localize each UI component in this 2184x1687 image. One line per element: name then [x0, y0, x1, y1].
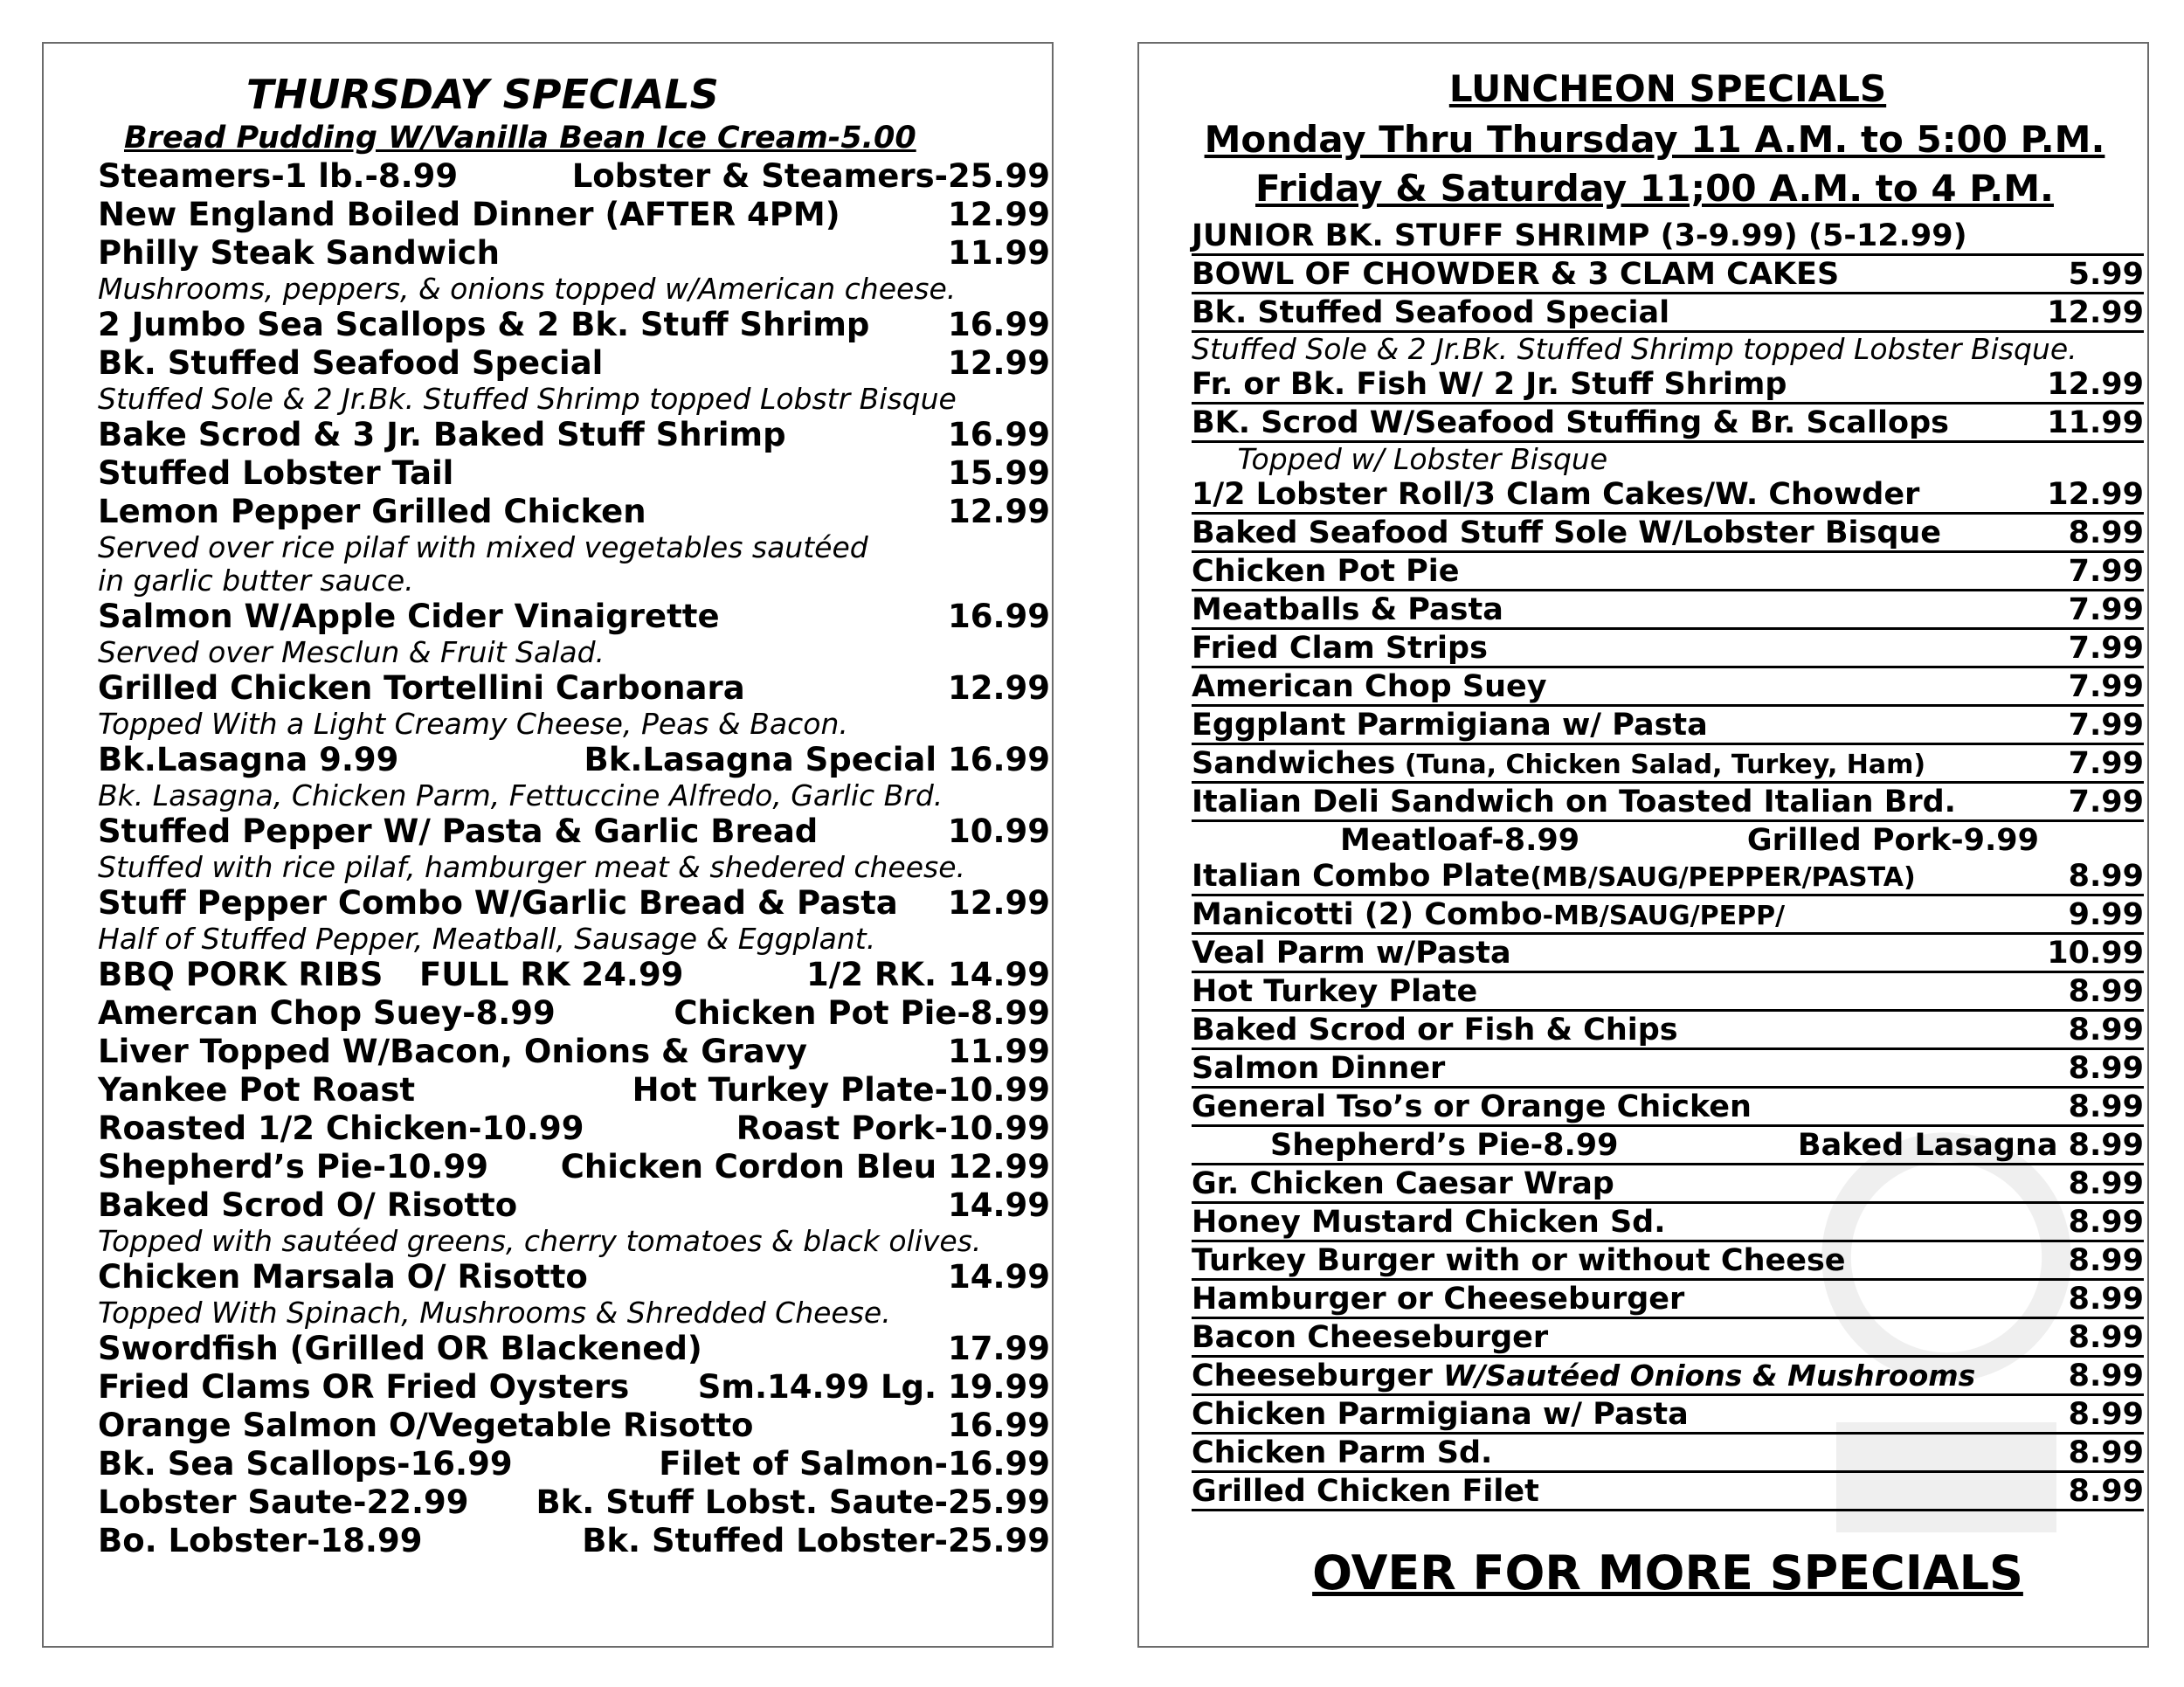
menu-item-row: [1192, 367, 2144, 404]
menu-item-row: [1192, 1320, 2144, 1358]
menu-item-row: [1192, 405, 2144, 443]
menu-item-row: [98, 1483, 1050, 1522]
menu-item-name-text: Bk. Stuffed Seafood Special: [1192, 295, 1670, 330]
menu-item-name: Stuffed Lobster Tail: [98, 454, 454, 492]
menu-item-row: [1192, 1051, 2144, 1089]
menu-item-price: 8.99: [2068, 974, 2144, 1009]
menu-item-name: [1192, 257, 1839, 292]
menu-item-row: [1192, 592, 2144, 630]
menu-item-row: [98, 884, 1050, 923]
menu-item-row: [1192, 936, 2144, 973]
menu-item-name: [1192, 1435, 1492, 1470]
menu-item-row: [98, 994, 1050, 1033]
menu-item-price: 8.99: [2068, 1166, 2144, 1201]
menu-item-description: Topped with sautéed greens, cherry tomatoes & black olives.: [98, 1224, 982, 1258]
menu-item-row: [1192, 515, 2144, 553]
menu-item-name: Hot Turkey Plate-10.99: [632, 1071, 1050, 1109]
menu-item-price: 7.99: [2068, 708, 2144, 743]
menu-item-row: [1192, 823, 2144, 858]
menu-item-price: 10.99: [2047, 936, 2144, 971]
menu-item-row: [98, 669, 1050, 708]
menu-item-row: [98, 1071, 1050, 1110]
menu-item-detail: W/Sautéed Onions & Mushrooms: [1443, 1359, 1976, 1393]
menu-item-description: Topped With a Light Creamy Cheese, Peas & Bacon.: [98, 707, 848, 741]
menu-item-name: [1192, 1205, 1666, 1240]
menu-item-name: Bk. Stuffed Lobster-25.99: [582, 1522, 1050, 1559]
menu-item-row: [98, 1148, 1050, 1186]
menu-item-row: [98, 416, 1050, 454]
menu-item-name-text: Veal Parm w/Pasta: [1192, 936, 1511, 971]
menu-item-price: 8.99: [2068, 1359, 2144, 1393]
menu-item-name: [1192, 554, 1460, 589]
menu-item-name: [1192, 218, 1967, 253]
menu-item-name-text: Hot Turkey Plate: [1192, 974, 1478, 1009]
menu-item-name: [1192, 515, 1941, 550]
menu-item-row: [98, 1407, 1050, 1445]
menu-item-description: Served over Mesclun & Fruit Salad.: [98, 635, 605, 669]
menu-item-name-text: Meatballs & Pasta: [1192, 592, 1503, 627]
menu-item-name: [1192, 1320, 1548, 1355]
menu-item-price: 14.99: [947, 1186, 1050, 1224]
menu-item-price: 12.99: [947, 884, 1050, 922]
menu-item-name-text: Manicotti (2) Combo: [1192, 897, 1543, 932]
menu-item-row: [98, 1445, 1050, 1483]
menu-item-description: Half of Stuffed Pepper, Meatball, Sausage & Eggplant.: [98, 922, 876, 956]
menu-item-name: [1192, 974, 1477, 1009]
menu-item-price: 14.99: [947, 1258, 1050, 1296]
menu-item-name-text: Fr. or Bk. Fish W/ 2 Jr. Stuff Shrimp: [1192, 367, 1787, 402]
menu-item-price: Baked Lasagna 8.99: [1797, 1128, 2144, 1163]
menu-item-name: Filet of Salmon-16.99: [659, 1445, 1050, 1483]
menu-item-name-text: Hamburger or Cheeseburger: [1192, 1282, 1685, 1317]
menu-item-price: 8.99: [2068, 1435, 2144, 1470]
menu-item-row: [1192, 257, 2144, 294]
menu-item-row: [1192, 1089, 2144, 1127]
menu-item-price: 8.99: [2068, 1089, 2144, 1124]
menu-item-description: Bk. Lasagna, Chicken Parm, Fettuccine Alfredo, Garlic Brd.: [98, 778, 943, 812]
menu-item-name-text: Eggplant Parmigiana w/ Pasta: [1192, 708, 1708, 743]
menu-item-price: 8.99: [2068, 1013, 2144, 1047]
menu-item-price: 7.99: [2068, 785, 2144, 819]
menu-item-row: [98, 598, 1050, 636]
menu-item-name: Lobster & Steamers-25.99: [571, 157, 1050, 195]
luncheon-title: LUNCHEON SPECIALS: [1448, 67, 1887, 110]
menu-item-row: [98, 1368, 1050, 1407]
menu-item-price: 12.99: [947, 669, 1050, 707]
menu-item-row: [1192, 785, 2144, 822]
luncheon-specials-panel: [1137, 42, 2149, 1648]
menu-item-price: 8.99: [2068, 1282, 2144, 1317]
menu-item-name: Liver Topped W/Bacon, Onions & Gravy: [98, 1033, 808, 1070]
menu-item-row: [1192, 897, 2144, 935]
menu-item-name: Bk.Lasagna Special 16.99: [584, 741, 1050, 778]
menu-item-row: [98, 344, 1050, 383]
menu-item-name: Roast Pork-10.99: [736, 1110, 1050, 1147]
menu-item-name: Swordfish (Grilled OR Blackened): [98, 1330, 702, 1367]
menu-item-row: [98, 234, 1050, 273]
menu-item-row: [98, 1033, 1050, 1071]
menu-item-price: 15.99: [947, 454, 1050, 492]
menu-item-name: [1192, 405, 1949, 440]
menu-item-price: 16.99: [947, 598, 1050, 635]
menu-item-name-text: American Chop Suey: [1192, 669, 1547, 704]
menu-item-name: BBQ PORK RIBS: [98, 956, 384, 993]
menu-item-row: [98, 1258, 1050, 1296]
menu-item-name: [1192, 295, 1669, 330]
menu-item-row: [1192, 1205, 2144, 1242]
menu-item-price: 8.99: [2068, 1320, 2144, 1355]
menu-item-name: Steamers-1 lb.-8.99: [98, 157, 459, 195]
menu-item-price: 8.99: [2068, 1397, 2144, 1432]
menu-item-name: Stuff Pepper Combo W/Garlic Bread & Pasta: [98, 884, 898, 922]
menu-item-price: 8.99: [2068, 1243, 2144, 1278]
menu-item-name: [1192, 785, 1956, 819]
menu-item-name: [1192, 669, 1547, 704]
menu-item-price: Grilled Pork-9.99: [1746, 823, 2039, 858]
menu-item-price: 11.99: [947, 1033, 1050, 1070]
menu-item-description: Served over rice pilaf with mixed vegetables sautéed: [98, 530, 868, 564]
menu-item-name-text: Honey Mustard Chicken Sd.: [1192, 1205, 1666, 1240]
menu-item-name-text: Chicken Pot Pie: [1192, 554, 1460, 589]
menu-item-row: [1192, 1359, 2144, 1396]
menu-item-row: [98, 1330, 1050, 1368]
menu-item-name-text: Turkey Burger with or without Cheese: [1192, 1243, 1846, 1278]
menu-item-name: Shepherd’s Pie-10.99: [98, 1148, 488, 1186]
menu-item-row: [1192, 554, 2144, 591]
menu-item-row: [1192, 295, 2144, 333]
dessert-special: Bread Pudding W/Vanilla Bean Ice Cream-5.00: [124, 121, 916, 156]
menu-item-price: 5.99: [2068, 257, 2144, 292]
right-content: [1192, 44, 2144, 1604]
menu-item-description: Mushrooms, peppers, & onions topped w/American cheese.: [98, 272, 957, 306]
menu-item-row: [1192, 1166, 2144, 1204]
menu-item-row: [98, 1186, 1050, 1225]
menu-item-name: Bk. Stuff Lobst. Saute-25.99: [536, 1483, 1050, 1521]
menu-item-name: [1270, 1128, 1618, 1163]
menu-item-row: [1192, 1474, 2144, 1511]
menu-item-row: [98, 741, 1050, 779]
menu-item-price: 8.99: [2068, 1474, 2144, 1509]
menu-item-price: 12.99: [947, 493, 1050, 530]
menu-item-name-text: Italian Combo Plate: [1192, 859, 1531, 894]
over-for-more-specials: OVER FOR MORE SPECIALS: [1312, 1545, 2023, 1601]
menu-item-row: [1192, 477, 2144, 515]
menu-item-row: [98, 493, 1050, 531]
thursday-specials-panel: [42, 42, 1054, 1648]
menu-item-name-text: Chicken Parmigiana w/ Pasta: [1192, 1397, 1689, 1432]
menu-item-name: Bk.Lasagna 9.99: [98, 741, 399, 778]
menu-item-name-text: Sandwiches: [1192, 746, 1396, 781]
menu-item-name: Bk. Stuffed Seafood Special: [98, 344, 604, 382]
menu-item-price: 12.99: [947, 344, 1050, 382]
menu-item-name-text: Grilled Chicken Filet: [1192, 1474, 1539, 1509]
menu-item-name-text: Fried Clam Strips: [1192, 631, 1488, 666]
menu-item-row: [1192, 631, 2144, 668]
menu-item-price: 8.99: [2068, 1205, 2144, 1240]
menu-item-name-text: Italian Deli Sandwich on Toasted Italian Brd.: [1192, 785, 1956, 819]
menu-item-name-text: Baked Seafood Stuff Sole W/Lobster Bisque: [1192, 515, 1942, 550]
thursday-title: THURSDAY SPECIALS: [246, 71, 719, 118]
menu-item-name: 1/2 RK. 14.99: [805, 956, 1050, 993]
menu-item-name: Bk. Sea Scallops-16.99: [98, 1445, 513, 1483]
menu-item-name: [1192, 592, 1503, 627]
menu-item-name-text: Baked Scrod or Fish & Chips: [1192, 1013, 1678, 1047]
menu-item-name: Bo. Lobster-18.99: [98, 1522, 423, 1559]
hours-weekdays: Monday Thru Thursday 11 A.M. to 5:00 P.M.: [1204, 118, 2105, 161]
menu-item-row: [98, 1110, 1050, 1148]
menu-item-row: [1192, 1013, 2144, 1050]
menu-item-name: Grilled Chicken Tortellini Carbonara: [98, 669, 745, 707]
menu-item-price: 12.99: [2047, 295, 2144, 330]
menu-item-name: Philly Steak Sandwich: [98, 234, 500, 272]
menu-item-name: Fried Clams OR Fried Oysters: [98, 1368, 630, 1406]
menu-item-name: [1192, 477, 1919, 512]
menu-item-name: Salmon W/Apple Cider Vinaigrette: [98, 598, 720, 635]
menu-item-price: 9.99: [2068, 897, 2144, 932]
luncheon-menu-list: [1192, 218, 2144, 1511]
menu-item-name: [1192, 1166, 1614, 1201]
menu-item-name: Lemon Pepper Grilled Chicken: [98, 493, 646, 530]
menu-item-price: 7.99: [2068, 554, 2144, 589]
menu-item-description: Stuffed Sole & 2 Jr.Bk. Stuffed Shrimp topped Lobster Bisque.: [1192, 332, 2077, 366]
menu-item-name-text: JUNIOR BK. STUFF SHRIMP (3-9.99) (5-12.99): [1192, 218, 1967, 253]
menu-item-name: Lobster Saute-22.99: [98, 1483, 469, 1521]
menu-item-name: Yankee Pot Roast: [98, 1071, 416, 1109]
menu-item-name: [1192, 367, 1787, 402]
menu-item-description: Topped w/ Lobster Bisque: [1192, 442, 1608, 476]
menu-item-name-text: 1/2 Lobster Roll/3 Clam Cakes/W. Chowder: [1192, 477, 1920, 512]
menu-item-row: [98, 157, 1050, 196]
menu-item-name: [1192, 936, 1511, 971]
menu-item-name: Stuffed Pepper W/ Pasta & Garlic Bread: [98, 812, 819, 850]
menu-item-name: Bake Scrod & 3 Jr. Baked Stuff Shrimp: [98, 416, 786, 453]
menu-item-name-text: Bacon Cheeseburger: [1192, 1320, 1549, 1355]
menu-item-name-text: Cheeseburger: [1192, 1359, 1444, 1393]
menu-item-detail: (Tuna, Chicken Salad, Turkey, Ham): [1395, 750, 1926, 780]
menu-item-row: [98, 956, 1050, 994]
menu-item-name: [1192, 897, 1785, 934]
menu-item-name-text: Chicken Parm Sd.: [1192, 1435, 1493, 1470]
menu-item-row: [98, 454, 1050, 493]
menu-item-name-text: Salmon Dinner: [1192, 1051, 1446, 1086]
hours-weekend: Friday & Saturday 11;00 A.M. to 4 P.M.: [1255, 167, 2054, 210]
menu-item-row: [1192, 1243, 2144, 1281]
menu-item-name: Orange Salmon O/Vegetable Risotto: [98, 1407, 754, 1444]
menu-item-description: Stuffed Sole & 2 Jr.Bk. Stuffed Shrimp topped Lobstr Bisque: [98, 382, 957, 416]
menu-item-name-text: BOWL OF CHOWDER & 3 CLAM CAKES: [1192, 257, 1840, 292]
menu-item-row: [1192, 746, 2144, 784]
menu-item-name: [1192, 1013, 1678, 1047]
menu-item-name: 2 Jumbo Sea Scallops & 2 Bk. Stuff Shrimp: [98, 306, 870, 343]
menu-item-name-text: Meatloaf-8.99: [1340, 823, 1580, 858]
menu-item-price: 7.99: [2068, 592, 2144, 627]
menu-item-name: Roasted 1/2 Chicken-10.99: [98, 1110, 584, 1147]
menu-item-row: [98, 812, 1050, 851]
menu-item-price: 7.99: [2068, 631, 2144, 666]
menu-item-price: 7.99: [2068, 746, 2144, 781]
menu-item-price: 12.99: [947, 196, 1050, 233]
menu-item-name-text: Shepherd’s Pie-8.99: [1270, 1128, 1619, 1163]
menu-item-row: [1192, 859, 2144, 896]
menu-item-price: 12.99: [2047, 477, 2144, 512]
menu-item-price: 17.99: [947, 1330, 1050, 1367]
menu-item-row: [98, 196, 1050, 234]
menu-item-price: 10.99: [947, 812, 1050, 850]
menu-item-price: 8.99: [2068, 1051, 2144, 1086]
menu-item-detail: (MB/SAUG/PEPPER/PASTA): [1530, 862, 1916, 893]
menu-item-name: [1192, 1051, 1445, 1086]
menu-item-row: [1192, 1397, 2144, 1435]
menu-item-row: [1192, 218, 2144, 256]
menu-item-name: [1192, 631, 1488, 666]
menu-item-name: [1192, 1359, 1975, 1393]
menu-item-name-text: Gr. Chicken Caesar Wrap: [1192, 1166, 1614, 1201]
menu-item-price: 8.99: [2068, 859, 2144, 894]
menu-item-row: [1192, 708, 2144, 745]
menu-item-description: Stuffed with rice pilaf, hamburger meat & shedered cheese.: [98, 850, 966, 884]
menu-item-row: [1192, 974, 2144, 1012]
menu-item-detail: -MB/SAUG/PEPP/: [1542, 901, 1786, 931]
menu-item-name: Baked Scrod O/ Risotto: [98, 1186, 518, 1224]
menu-item-row: [98, 306, 1050, 344]
menu-item-name: [1192, 859, 1916, 895]
menu-item-name-text: General Tso’s or Orange Chicken: [1192, 1089, 1752, 1124]
thursday-menu-list: [98, 157, 1050, 1560]
menu-item-price: 16.99: [947, 306, 1050, 343]
menu-item-row: [1192, 1282, 2144, 1319]
menu-item-price: 8.99: [2068, 515, 2144, 550]
menu-item-name: [1192, 746, 1925, 783]
menu-item-name: [1192, 1243, 1846, 1278]
menu-item-row: [1192, 1128, 2144, 1165]
menu-item-name: [1340, 823, 1579, 858]
menu-item-price: 16.99: [947, 416, 1050, 453]
menu-item-row: [98, 1522, 1050, 1560]
menu-item-name: Chicken Marsala O/ Risotto: [98, 1258, 588, 1296]
menu-item-name: Sm.14.99 Lg. 19.99: [697, 1368, 1050, 1406]
menu-item-price: 12.99: [2047, 367, 2144, 402]
menu-item-name: New England Boiled Dinner (AFTER 4PM): [98, 196, 840, 233]
menu-item-name: [1192, 1397, 1689, 1432]
menu-item-price: 16.99: [947, 1407, 1050, 1444]
menu-item-row: [1192, 669, 2144, 707]
menu-item-row: [1192, 1435, 2144, 1473]
menu-item-name: Chicken Cordon Bleu 12.99: [560, 1148, 1050, 1186]
menu-item-name: [1192, 1282, 1684, 1317]
menu-item-price: 11.99: [2047, 405, 2144, 440]
menu-item-description: Topped With Spinach, Mushrooms & Shredded Cheese.: [98, 1296, 891, 1330]
menu-item-price: 7.99: [2068, 669, 2144, 704]
menu-item-name: Chicken Pot Pie-8.99: [674, 994, 1050, 1032]
menu-item-description: in garlic butter sauce.: [98, 563, 414, 598]
menu-item-price: 11.99: [947, 234, 1050, 272]
menu-item-name: [1192, 1474, 1539, 1509]
menu-item-name-text: BK. Scrod W/Seafood Stuffing & Br. Scallops: [1192, 405, 1949, 440]
menu-item-price: FULL RK 24.99: [419, 956, 684, 993]
left-content: [98, 44, 1050, 1560]
menu-item-name: [1192, 1089, 1752, 1124]
menu-item-name: [1192, 708, 1708, 743]
menu-item-name: Amercan Chop Suey-8.99: [98, 994, 556, 1032]
